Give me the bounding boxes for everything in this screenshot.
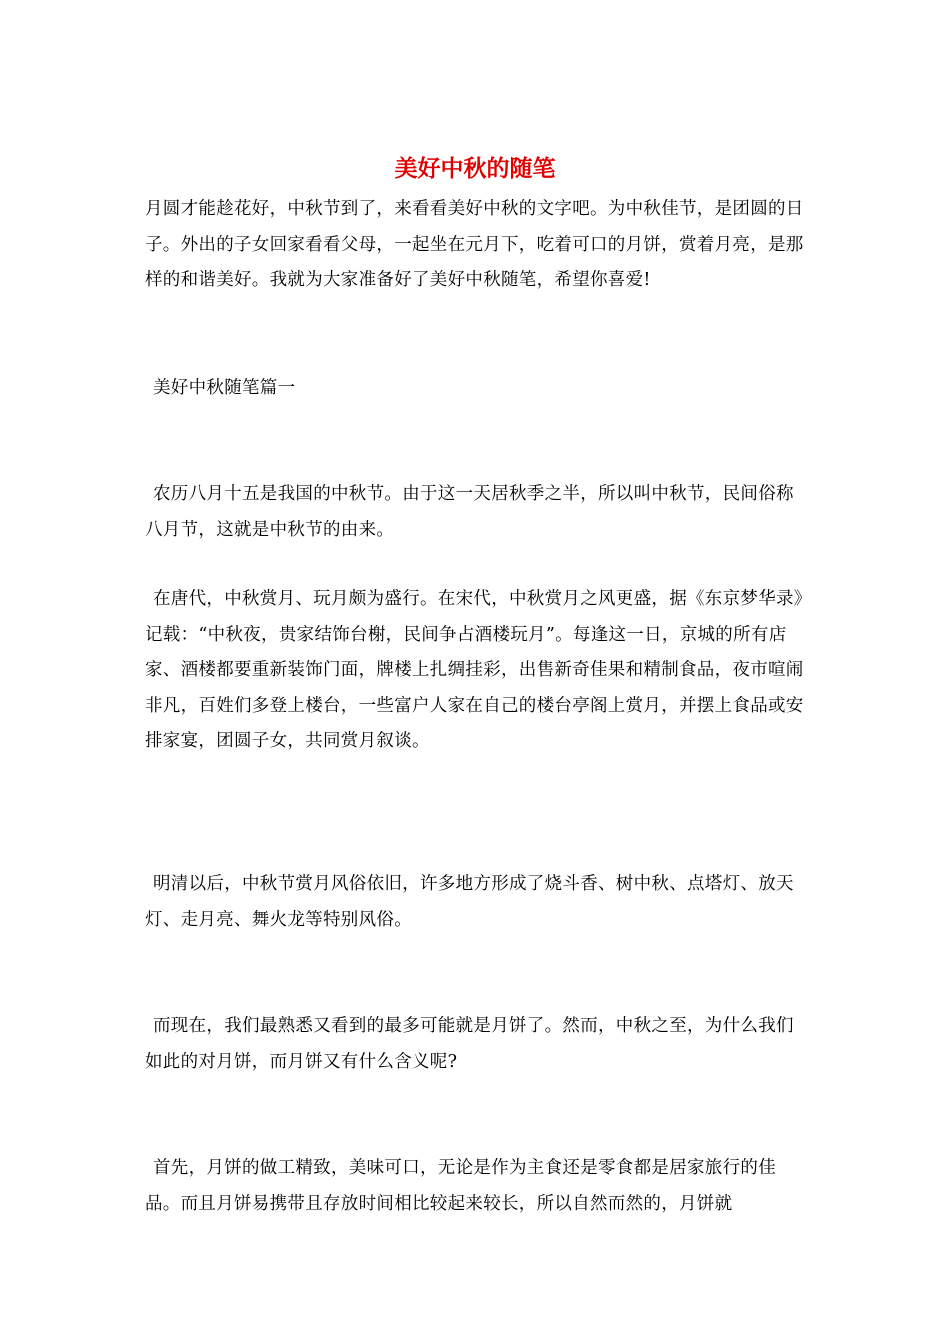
body-paragraph: 农历八月十五是我国的中秋节。由于这一天居秋季之半，所以叫中秋节，民间俗称八月节，这就是中秋节的由来。 [145, 484, 794, 540]
body-paragraph: 首先，月饼的做工精致，美味可口，无论是作为主食还是零食都是居家旅行的佳品。而且月饼易携带且存放时间相比较起来较长，所以自然而然的，月饼就 [145, 1158, 776, 1214]
section-heading: 美好中秋随笔篇一 [153, 378, 296, 398]
body-paragraph: 在唐代，中秋赏月、玩月颇为盛行。在宋代，中秋赏月之风更盛，据《东京梦华录》记载：“中秋夜，贵家结饰台榭，民间争占酒楼玩月”。每逢这一日，京城的所有店家、酒楼都要重新装饰门面，牌楼上扎绸挂彩，出售新奇佳果和精制食品，夜市喧闹非凡，百姓们多登上楼台，一些富户人家在自己的楼台亭阁上赏月，并摆上食品或安排家宴，团圆子女，共同赏月叙谈。 [145, 589, 804, 751]
document-title: 美好中秋的随笔 [394, 155, 556, 182]
body-paragraph: 而现在，我们最熟悉又看到的最多可能就是月饼了。然而，中秋之至，为什么我们如此的对月饼，而月饼又有什么含义呢? [145, 1016, 794, 1072]
body-paragraph: 明清以后，中秋节赏月风俗依旧，许多地方形成了烧斗香、树中秋、点塔灯、放天灯、走月亮、舞火龙等特别风俗。 [145, 874, 794, 930]
intro-paragraph: 月圆才能趁花好，中秋节到了，来看看美好中秋的文字吧。为中秋佳节，是团圆的日子。外出的子女回家看看父母，一起坐在元月下，吃着可口的月饼，赏着月亮，是那样的和谐美好。我就为大家准备好了美好中秋随笔，希望你喜爱! [145, 199, 804, 290]
